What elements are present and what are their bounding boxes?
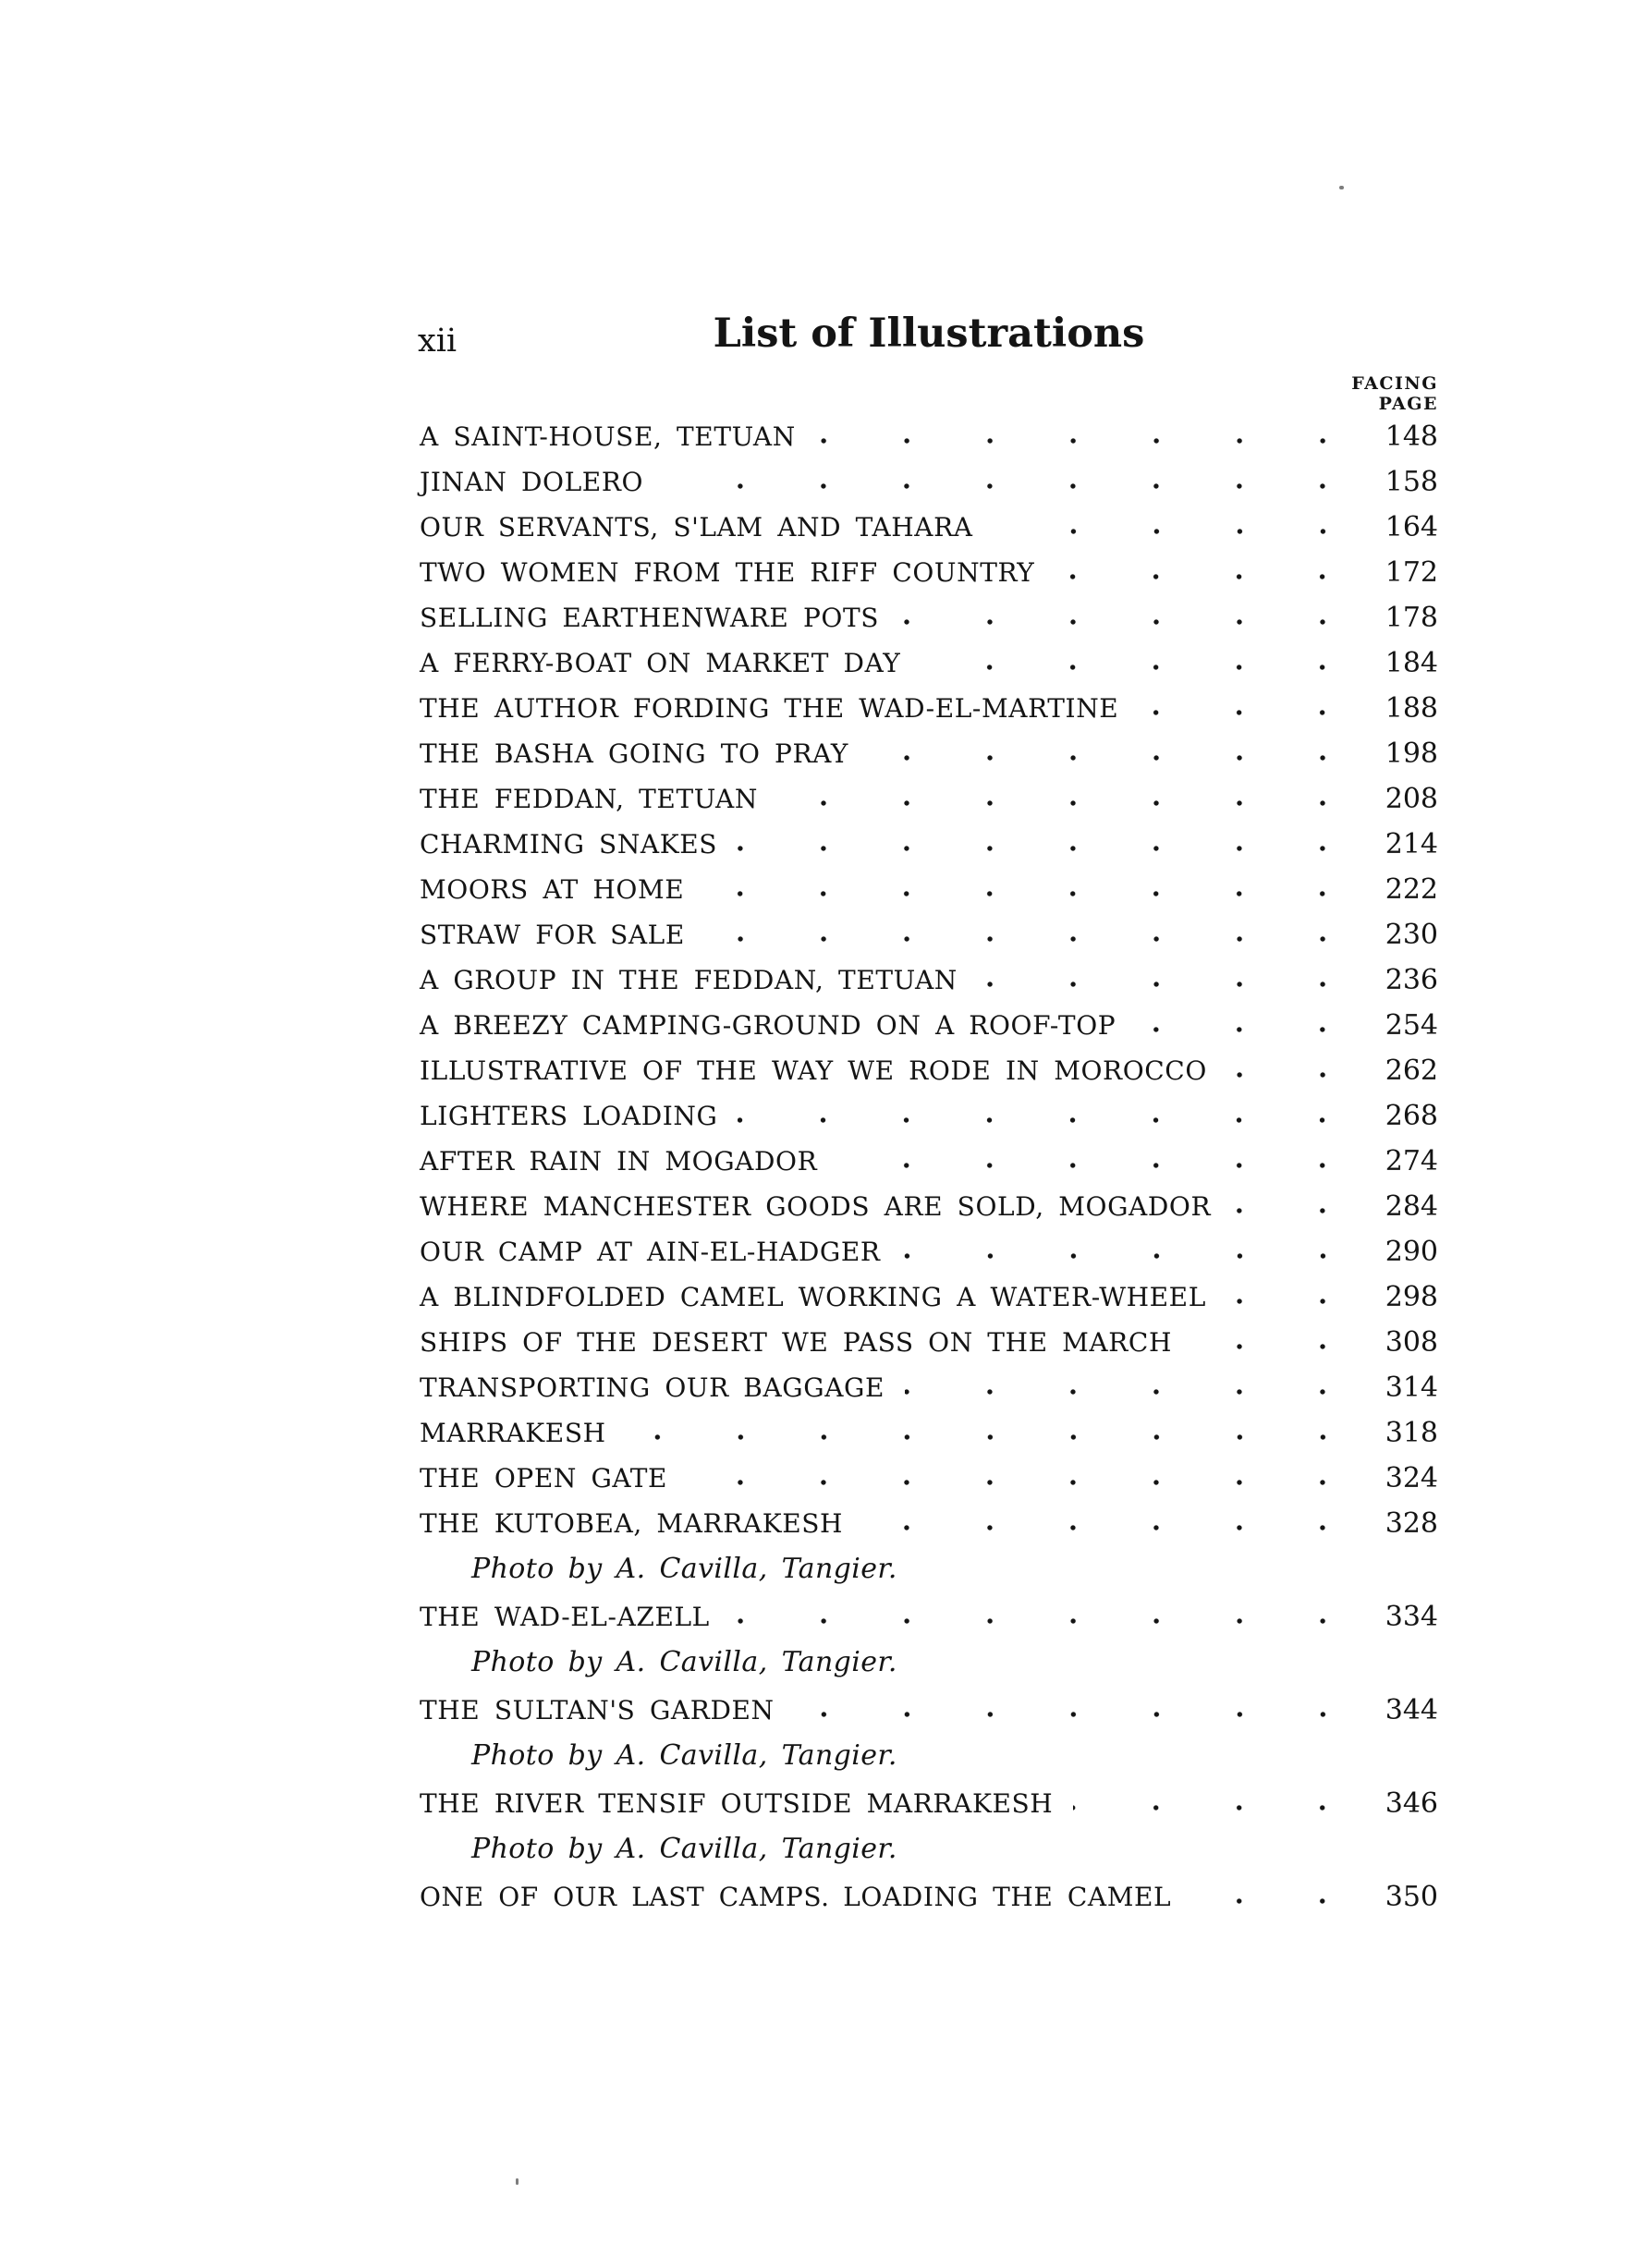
toc-entry-row (420, 423, 1438, 451)
toc-entry (420, 921, 1438, 949)
toc-entry-row (420, 1145, 1438, 1177)
illustration-title: MOORS AT HOME (420, 874, 685, 905)
facing-page-number: 208 (1385, 783, 1438, 815)
toc-entry-row (420, 647, 1438, 679)
illustration-title: THE WAD-EL-AZELL (420, 1602, 710, 1632)
toc-entry-row (420, 1057, 1438, 1085)
dot-leader (738, 1116, 1364, 1125)
toc-entry (420, 1238, 1438, 1266)
toc-entry (420, 423, 1438, 451)
illustration-title: WHERE MANCHESTER GOODS ARE SOLD, MOGADOR (420, 1191, 1212, 1222)
toc-entry-row (420, 511, 1438, 543)
facing-page-header-line1: FACING (1351, 373, 1438, 394)
dot-leader (899, 617, 1364, 627)
illustration-title: MARRAKESH (420, 1418, 606, 1448)
toc-entry-row (420, 1238, 1438, 1266)
illustration-title: THE BASHA GOING TO PRAY (420, 738, 848, 769)
dot-leader (1073, 1803, 1364, 1812)
toc-entry-row (420, 556, 1438, 589)
toc-entry (420, 1190, 1438, 1223)
illustration-title: A BLINDFOLDED CAMEL WORKING A WATER-WHEEL (420, 1282, 1206, 1312)
dot-leader (627, 1433, 1364, 1442)
illustration-title: A FERRY-BOAT ON MARKET DAY (420, 648, 901, 678)
toc-entry-row (420, 1462, 1438, 1494)
toc-entry (420, 1009, 1438, 1042)
facing-page-number: 222 (1385, 873, 1438, 906)
dot-leader (837, 1161, 1364, 1170)
dot-leader (1191, 1896, 1364, 1906)
toc-entry (420, 1787, 1438, 1865)
facing-page-number: 268 (1385, 1100, 1438, 1132)
facing-page-number: 318 (1385, 1417, 1438, 1449)
scan-speck (1339, 186, 1344, 189)
illustration-title: THE FEDDAN, TETUAN (420, 784, 758, 814)
facing-page-number: 344 (1385, 1694, 1438, 1726)
photo-credit: Photo by A. Cavilla, Tangier. (471, 1833, 897, 1865)
dot-leader (1226, 1297, 1364, 1306)
toc-entry (420, 1281, 1438, 1313)
toc-entry-row (420, 1507, 1438, 1540)
toc-entry-row (420, 692, 1438, 725)
toc-entry-row (420, 1281, 1438, 1313)
dot-leader (901, 1251, 1364, 1261)
facing-page-number: 308 (1385, 1326, 1438, 1359)
facing-page-number: 164 (1385, 511, 1438, 543)
illustration-title: SELLING EARTHENWARE POTS (420, 603, 879, 633)
dot-leader (795, 1710, 1364, 1719)
folio-page-number: xii (418, 323, 458, 360)
photo-credit: Photo by A. Cavilla, Tangier. (471, 1739, 897, 1772)
dot-leader (905, 1387, 1364, 1396)
toc-entry-row (420, 964, 1438, 996)
illustration-title: SHIPS OF THE DESERT WE PASS ON THE MARCH (420, 1327, 1172, 1358)
toc-entry (420, 783, 1438, 815)
toc-entry-row (420, 783, 1438, 815)
illustration-title: OUR SERVANTS, S'LAM AND TAHARA (420, 512, 973, 543)
dot-leader (778, 799, 1364, 808)
illustration-title: JINAN DOLERO (420, 467, 644, 497)
dot-leader (1227, 1070, 1364, 1079)
page-title: List of Illustrations (713, 311, 1145, 357)
dot-leader (738, 844, 1364, 853)
illustration-title: THE KUTOBEA, MARRAKESH (420, 1508, 844, 1539)
dot-leader (704, 889, 1364, 898)
facing-page-number: 148 (1385, 421, 1438, 453)
illustration-title: STRAW FOR SALE (420, 920, 685, 950)
toc-entry-row (420, 1190, 1438, 1223)
facing-page-number: 328 (1385, 1507, 1438, 1540)
toc-entry (420, 1057, 1438, 1085)
toc-entry-row (420, 1009, 1438, 1042)
illustration-title: OUR CAMP AT AIN-EL-HADGER (420, 1237, 881, 1267)
illustration-title: THE RIVER TENSIF OUTSIDE MARRAKESH (420, 1788, 1054, 1819)
facing-page-number: 274 (1385, 1145, 1438, 1177)
toc-entry (420, 1145, 1438, 1177)
illustration-title: ILLUSTRATIVE OF THE WAY WE RODE IN MOROCCO (420, 1055, 1207, 1086)
illustration-title: CHARMING SNAKES (420, 829, 718, 860)
facing-page-number: 172 (1385, 556, 1438, 589)
facing-page-number: 298 (1385, 1281, 1438, 1313)
illustration-title: A SAINT-HOUSE, TETUAN (420, 421, 796, 452)
toc-entry (420, 828, 1438, 860)
toc-entry-row (420, 828, 1438, 860)
scan-speck (516, 2178, 519, 2185)
toc-entry-row (420, 1881, 1438, 1913)
dot-leader (688, 1478, 1364, 1487)
toc-entry-row (420, 1100, 1438, 1132)
illustration-title: TWO WOMEN FROM THE RIFF COUNTRY (420, 557, 1035, 588)
illustration-title: THE AUTHOR FORDING THE WAD-EL-MARTINE (420, 693, 1119, 724)
facing-page-number: 314 (1385, 1372, 1438, 1404)
facing-page-number: 236 (1385, 964, 1438, 996)
illustration-title: A GROUP IN THE FEDDAN, TETUAN (420, 965, 958, 995)
facing-page-header-line2: PAGE (1378, 394, 1438, 414)
toc-entry (420, 1100, 1438, 1132)
dot-leader (1231, 1206, 1364, 1215)
facing-page-number: 158 (1385, 466, 1438, 498)
toc-entry-row (420, 873, 1438, 906)
toc-entry-row (420, 604, 1438, 632)
toc-entry (420, 692, 1438, 725)
facing-page-number: 262 (1385, 1055, 1438, 1087)
illustration-title: LIGHTERS LOADING (420, 1101, 718, 1131)
facing-page-number: 350 (1385, 1881, 1438, 1913)
dot-leader (994, 527, 1364, 536)
dot-leader (1136, 1025, 1364, 1034)
dot-leader (978, 980, 1364, 989)
toc-entry (420, 1694, 1438, 1772)
illustration-list (420, 423, 1438, 1929)
toc-entry (420, 1326, 1438, 1359)
illustration-title: AFTER RAIN IN MOGADOR (420, 1146, 818, 1177)
facing-page-number: 188 (1385, 692, 1438, 725)
illustration-title: THE OPEN GATE (420, 1463, 668, 1494)
dot-leader (863, 1523, 1364, 1532)
toc-entry (420, 556, 1438, 589)
toc-entry-row (420, 1603, 1438, 1631)
facing-page-number: 198 (1385, 738, 1438, 770)
toc-entry-row (420, 466, 1438, 498)
illustration-title: TRANSPORTING OUR BAGGAGE (420, 1372, 885, 1403)
dot-leader (1055, 572, 1364, 581)
toc-entry (420, 740, 1438, 768)
toc-entry (420, 964, 1438, 996)
facing-page-number: 290 (1385, 1236, 1438, 1268)
toc-entry (420, 1374, 1438, 1402)
toc-entry-row (420, 1787, 1438, 1820)
facing-page-header (420, 373, 1438, 414)
toc-entry (420, 1603, 1438, 1677)
toc-entry-row (420, 1326, 1438, 1359)
toc-entry-row (420, 1417, 1438, 1449)
facing-page-number: 184 (1385, 647, 1438, 679)
dot-leader (816, 436, 1364, 445)
facing-page-number: 346 (1385, 1787, 1438, 1820)
dot-leader (921, 663, 1364, 672)
toc-entry-row (420, 1374, 1438, 1402)
facing-page-number: 254 (1385, 1009, 1438, 1042)
toc-entry-row (420, 921, 1438, 949)
toc-entry-row (420, 740, 1438, 768)
facing-page-number: 230 (1385, 919, 1438, 951)
toc-entry (420, 466, 1438, 498)
illustration-title: A BREEZY CAMPING-GROUND ON A ROOF-TOP (420, 1010, 1116, 1041)
dot-leader (664, 482, 1364, 491)
facing-page-number: 334 (1385, 1601, 1438, 1633)
toc-entry (420, 1462, 1438, 1494)
dot-leader (730, 1616, 1364, 1626)
facing-page-number: 214 (1385, 828, 1438, 860)
photo-credit: Photo by A. Cavilla, Tangier. (471, 1646, 897, 1678)
toc-entry (420, 511, 1438, 543)
facing-page-number: 284 (1385, 1190, 1438, 1223)
illustration-title: THE SULTAN'S GARDEN (420, 1695, 775, 1725)
illustration-title: ONE OF OUR LAST CAMPS. LOADING THE CAMEL (420, 1882, 1172, 1912)
dot-leader (1139, 708, 1364, 717)
toc-entry-row (420, 1694, 1438, 1726)
facing-page-number: 178 (1385, 602, 1438, 634)
toc-entry (420, 604, 1438, 632)
dot-leader (1192, 1342, 1364, 1351)
toc-entry (420, 1507, 1438, 1585)
toc-entry (420, 1881, 1438, 1913)
photo-credit: Photo by A. Cavilla, Tangier. (471, 1553, 897, 1585)
dot-leader (705, 934, 1364, 944)
toc-entry (420, 1417, 1438, 1449)
toc-entry (420, 873, 1438, 906)
toc-entry (420, 647, 1438, 679)
dot-leader (869, 753, 1364, 762)
facing-page-number: 324 (1385, 1462, 1438, 1494)
